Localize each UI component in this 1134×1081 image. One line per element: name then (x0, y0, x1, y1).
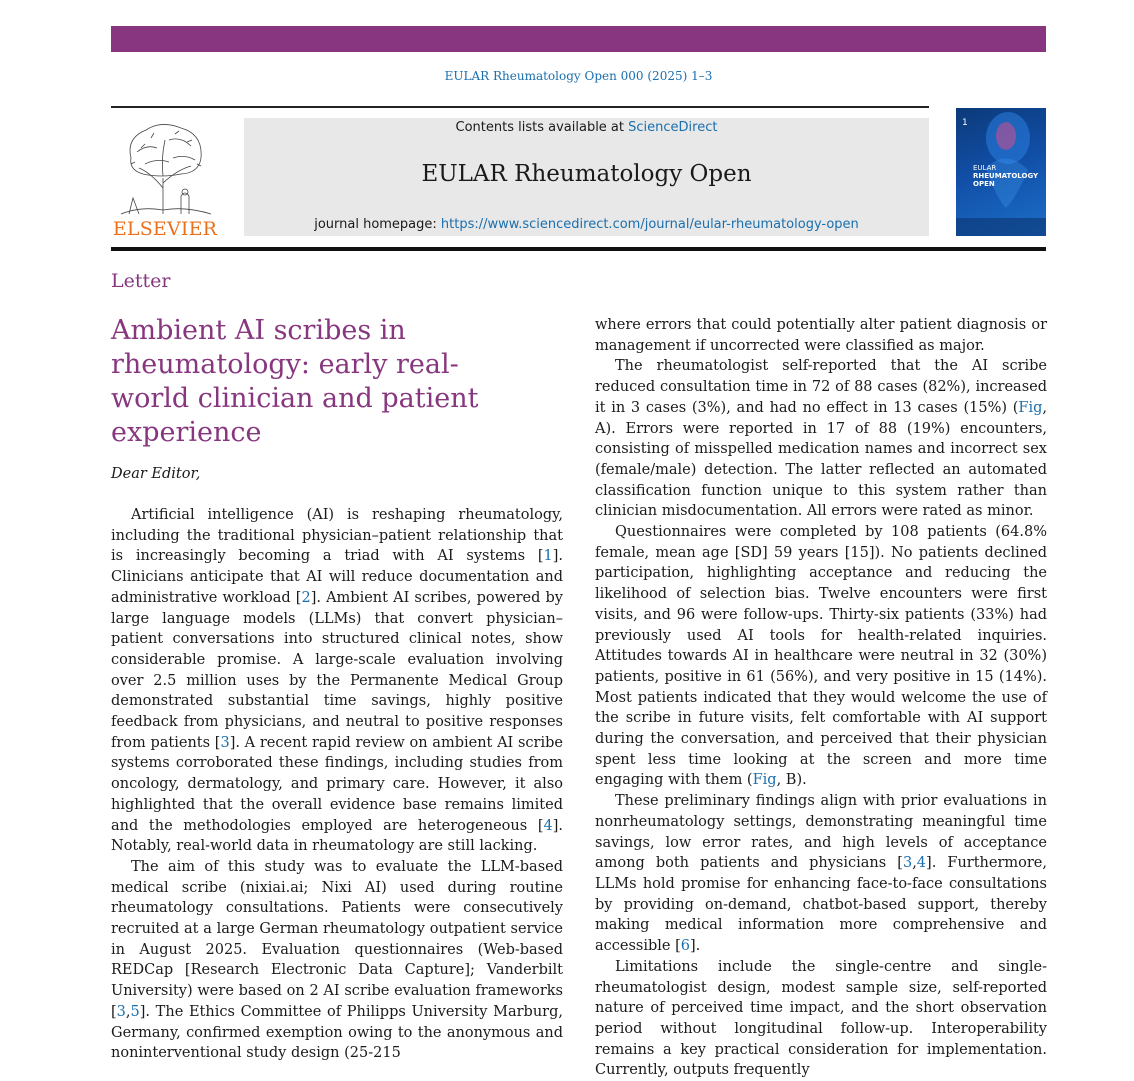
body-text: , B). (776, 772, 807, 789)
elsevier-tree-icon (111, 118, 219, 216)
article-type: Letter (111, 270, 171, 292)
body-paragraph (595, 957, 1047, 1081)
reference-link[interactable]: 4 (916, 855, 927, 872)
cover-title (973, 164, 1043, 188)
body-paragraph (595, 791, 1047, 957)
publisher-name: ELSEVIER (112, 218, 218, 240)
cover-title-line: EULAR (973, 164, 997, 172)
body-text: ]. Ambient AI scribes, powered by large language models (LLMs) that convert physician–patient conversations into structured clinical notes, show considerable promise. A large-scale evaluation involving over 2.5 million uses by the Permanente Medical Group demonstrated substantial time savings, highly positive feedback from physicians, and neutral to positive responses from patients [ (111, 589, 564, 751)
body-text: , (912, 855, 917, 872)
header-rule (111, 106, 929, 108)
body-text: ]. Clinicians anticipate that AI will reduce documentation and administrative workload [ (111, 548, 563, 606)
body-paragraph (595, 356, 1047, 522)
body-text: The aim of this study was to evaluate the LLM-based medical scribe (nixiai.ai; Nixi AI) used during routine rheumatology consultations. Patients were consecutively recruited at a large German rheumatology outpatient service in August 2025. Evaluation questionnaires (Web-based REDCap [Research Electronic Data Capture]; Vanderbilt University) were based on 2 AI scribe evaluation frameworks [ (111, 858, 563, 1020)
reference-link[interactable]: 5 (130, 1003, 140, 1020)
left-column (111, 505, 564, 1062)
body-text: ]. Notably, real-world data in rheumatology are still lacking. (111, 817, 563, 855)
article-title: Ambient AI scribes in rheumatology: early real-world clinician and patient experience (111, 315, 479, 448)
homepage-prefix: journal homepage: (314, 217, 441, 232)
body-text: , (125, 1003, 131, 1020)
body-text: ]. Furthermore, LLMs hold promise for enhancing face-to-face consultations by providing on-demand, chatbot-based support, thereby making medical information more comprehensive and accessible [ (595, 855, 1047, 955)
body-text: ]. A recent rapid review on ambient AI scribe systems corroborated these findings, including studies from oncology, dermatology, and primary care. However, it also highlighted that the overall evidence base remains limited and the methodologies employed are heterogeneous [ (111, 734, 563, 834)
journal-citation[interactable]: EULAR Rheumatology Open 000 (2025) 1–3 (444, 69, 713, 83)
body-paragraph (595, 315, 1047, 356)
body-text: The rheumatologist self-reported that the AI scribe reduced consultation time in 72 of 88 cases (82%), increased it in 3 cases (3%), and had no effect in 13 cases (15%) ( (595, 358, 1047, 416)
journal-color-bar (111, 26, 1046, 52)
journal-cover-thumbnail[interactable] (956, 108, 1046, 236)
cover-issue-number: 1 (962, 118, 968, 128)
journal-homepage-link[interactable]: https://www.sciencedirect.com/journal/eular-rheumatology-open (440, 217, 859, 232)
body-text: Questionnaires were completed by 108 patients (64.8% female, mean age [SD] 59 years [15]). No patients declined participation, highlighting acceptance and reducing the likelihood of selection bias. Twelve encounters were first visits, and 96 were follow-ups. Thirty-six patients (33%) had previously used AI tools for health-related inquiries. Attitudes towards AI in healthcare were neutral in 32 (30%) patients, positive in 61 (56%), and very positive in 15 (14%). Most patients indicated that they would welcome the use of the scribe in future visits, felt comfortable with AI support during the conversation, and perceived that their physician spent less time looking at the screen and more time engaging with them ( (595, 524, 1047, 789)
body-paragraph (595, 522, 1047, 791)
body-text: ]. (690, 938, 701, 955)
reference-link[interactable]: 3 (220, 734, 230, 751)
reference-link[interactable]: 1 (543, 548, 553, 565)
body-text: These preliminary findings align with prior evaluations in nonrheumatology settings, demonstrating meaningful time savings, low error rates, and high levels of acceptance among both patients and physicians [ (595, 793, 1047, 872)
homepage-line (244, 217, 929, 232)
reference-link[interactable]: 3 (116, 1003, 126, 1020)
journal-title: EULAR Rheumatology Open (421, 161, 752, 187)
reference-link[interactable]: 3 (902, 855, 913, 872)
reference-link[interactable]: 6 (680, 938, 690, 955)
body-paragraph (111, 505, 563, 857)
reference-link[interactable]: 2 (301, 589, 311, 606)
reference-link[interactable]: Fig (752, 772, 777, 789)
journal-masthead (244, 118, 929, 236)
cover-title-line: OPEN (973, 180, 995, 188)
body-text: , A). Errors were reported in 17 of 88 (19%) encounters, consisting of misspelled medication names and incorrect sex (female/male) detection. The latter reflected an automated classification function unique to this system rather than clinician misdocumentation. All errors were rated as minor. (595, 399, 1047, 520)
contents-prefix: Contents lists available at (455, 120, 629, 135)
reference-link[interactable]: 4 (543, 817, 553, 834)
sciencedirect-link[interactable]: ScienceDirect (628, 120, 718, 135)
cover-title-line: RHEUMATOLOGY (973, 172, 1039, 180)
publisher-logo[interactable] (111, 118, 219, 240)
body-paragraph (111, 857, 563, 1064)
salutation: Dear Editor, (111, 466, 201, 482)
body-text: where errors that could potentially alter patient diagnosis or management if uncorrected were classified as major. (595, 317, 1047, 354)
contents-line (244, 120, 929, 135)
right-column (595, 315, 1047, 1079)
body-text: Artificial intelligence (AI) is reshaping rheumatology, including the traditional physician–patient relationship that is increasingly becoming a triad with AI systems [ (111, 507, 563, 565)
reference-link[interactable]: Fig (1018, 399, 1043, 416)
body-text: Limitations include the single-centre and single-rheumatologist design, modest sample size, self-reported nature of perceived time impact, and the short observation period without longitudinal follow-up. Interoperability remains a key practical consideration for implementation. Currently, outputs frequently (595, 958, 1047, 1079)
body-text: ]. The Ethics Committee of Philipps University Marburg, Germany, confirmed exemption owing to the anonymous and noninterventional study design (25-215 (111, 1003, 563, 1062)
masthead-bottom-rule (111, 247, 1046, 251)
